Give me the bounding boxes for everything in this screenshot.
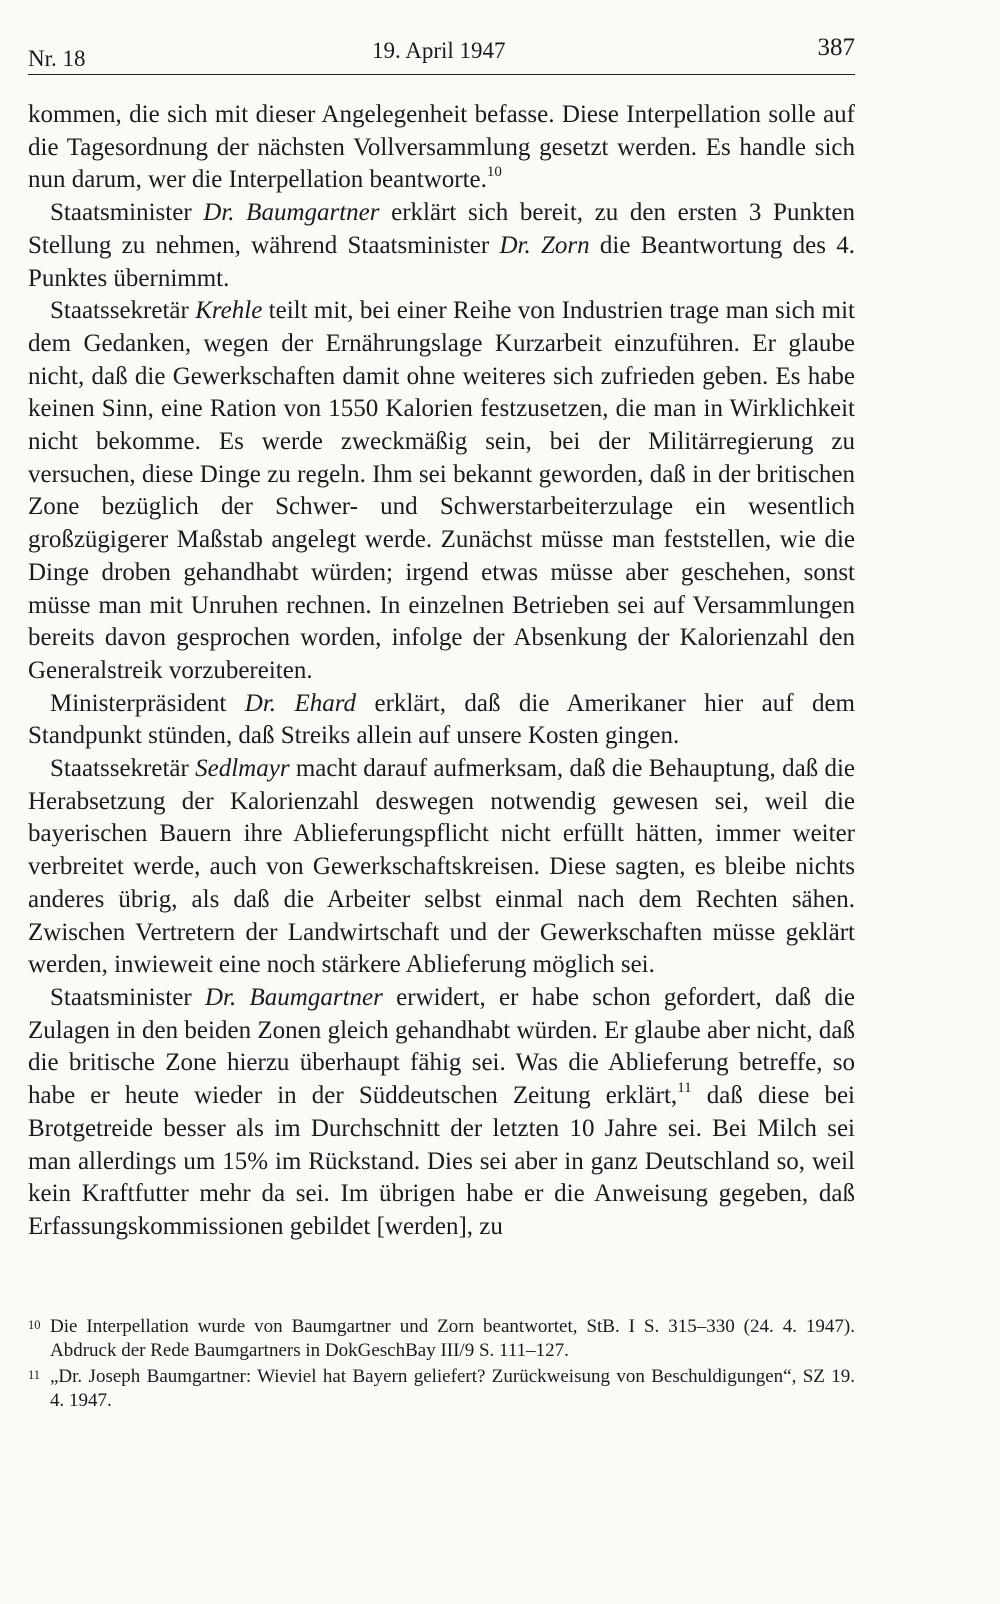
- paragraph: [28, 688, 855, 753]
- header-rule: [28, 74, 855, 75]
- paragraph: [28, 982, 855, 1244]
- text-run: „Dr. Joseph Baumgartner: Wieviel hat Bayern geliefert? Zurückweisung von Beschuldigungen“, SZ 19. 4. 1947.: [50, 1366, 855, 1411]
- issue-number: Nr. 18: [28, 46, 86, 71]
- italic-name: Sedlmayr: [195, 755, 290, 783]
- text-run: die Beantwortung des 4. Punktes übernimmt.: [28, 231, 855, 292]
- italic-name: Dr. Zorn: [499, 231, 590, 259]
- footnote-number: 11: [28, 1368, 41, 1382]
- text-run: Staatsminister: [50, 983, 205, 1011]
- italic-name: StB.: [586, 1316, 620, 1337]
- footnote: [28, 1365, 855, 1412]
- text-run: macht darauf aufmerksam, daß die Behauptung, daß die Herabsetzung der Kalorienzahl deswegen notwendig gewesen sei, weil die bayerischen Bauern ihre Ablieferungspflicht nicht erfüllt hätten, immer weiter verbreitet werde, auch von Gewerkschaftskreisen. Diese sagten, es bleibe nichts anderes übrig, als daß die Arbeiter selbst einmal nach dem Rechten sähen. Zwischen Vertretern der Landwirtschaft und der Gewerkschaften müsse geklärt werden, inwieweit eine noch stärkere Ablieferung möglich sei.: [28, 755, 855, 979]
- text-run: daß diese bei Brotgetreide besser als im Durchschnitt der letzten 10 Jahre sei. Bei Milch sei man allerdings um 15% im Rückstand. Dies sei aber in ganz Deutschland so, weil kein Kraftfutter mehr da sei. Im übrigen habe er die Anweisung gegeben, daß Erfassungskommissionen gebildet [werden], zu: [28, 1082, 855, 1240]
- text-run: Staatssekretär: [50, 755, 196, 783]
- running-header: [28, 30, 855, 74]
- footnote-ref: 10: [486, 164, 502, 181]
- text-run: I S. 315–330 (24. 4. 1947). Abdruck der Rede Baumgartners in: [50, 1316, 855, 1361]
- text-run: III/9 S. 111–127.: [435, 1339, 569, 1361]
- italic-name: Krehle: [195, 297, 263, 325]
- italic-name: DokGeschBay: [324, 1339, 436, 1361]
- italic-name: Dr. Baumgartner: [203, 199, 380, 227]
- text-run: erklärt sich bereit, zu den ersten 3 Punkten Stellung zu nehmen, während Staatsminister: [28, 199, 855, 259]
- paragraph: [28, 197, 855, 295]
- text-run: Staatssekretär: [50, 297, 196, 325]
- footnotes: [28, 1315, 855, 1415]
- text-run: erwidert, er habe schon gefordert, daß die Zulagen in den beiden Zonen gleich gehandhabt würden. Er glaube aber nicht, daß die britische Zone hierzu überhaupt fähig sei. Was die Ablieferung betreffe, so habe er heute wieder in der Süddeutschen Zeitung erklärt,: [28, 983, 856, 1110]
- page-number: 387: [817, 34, 855, 61]
- paragraph: [28, 99, 855, 197]
- text-run: teilt mit, bei einer Reihe von Industrien trage man sich mit dem Gedanken, wegen der Ernährungslage Kurzarbeit einzuführen. Er glaube nicht, daß die Gewerkschaften damit ohne weiteres sich zufrieden geben. Es habe keinen Sinn, eine Ration von 1550 Kalorien festzusetzen, die man in Wirklichkeit nicht bekomme. Es werde zweckmäßig sein, bei der Militärregierung zu versuchen, diese Dinge zu regeln. Ihm sei bekannt geworden, daß in der britischen Zone bezüglich der Schwer- und Schwerstarbeiterzulage ein wesentlich großzügigerer Maßstab angelegt werde. Zunächst müsse man feststellen, wie die Dinge droben gehandhabt würden; irgend etwas müsse aber geschehen, sonst müsse man mit Unruhen rechnen. In einzelnen Betrieben sei auf Versammlungen bereits davon gesprochen worden, infolge der Absenkung der Kalorienzahl den Generalstreik vorzubereiten.: [28, 297, 855, 684]
- footnote: [28, 1315, 855, 1362]
- main-text: [28, 99, 855, 1244]
- text-run: Staatsminister: [50, 199, 204, 227]
- text-run: erklärt, daß die Amerikaner hier auf dem Standpunkt stünden, daß Streiks allein auf unsere Kosten gingen.: [28, 689, 855, 750]
- page: [28, 30, 856, 1411]
- footnote-number: 10: [28, 1318, 41, 1332]
- paragraph: [28, 753, 855, 982]
- paragraph: [28, 295, 855, 687]
- text-run: Ministerpräsident: [50, 689, 245, 717]
- header-date: 19. April 1947: [372, 38, 506, 63]
- text-run: Die Interpellation wurde von Baumgartner und Zorn beantwortet,: [50, 1316, 587, 1337]
- italic-name: Dr. Baumgartner: [204, 983, 383, 1011]
- italic-name: Dr. Ehard: [244, 689, 357, 717]
- text-run: kommen, die sich mit dieser Angelegenheit befasse. Diese Interpellation solle auf die Tagesordnung der nächsten Vollversammlung gesetzt werden. Es handle sich nun darum, wer die Interpellation beantworte.: [28, 101, 855, 194]
- footnote-ref: 11: [677, 1079, 692, 1096]
